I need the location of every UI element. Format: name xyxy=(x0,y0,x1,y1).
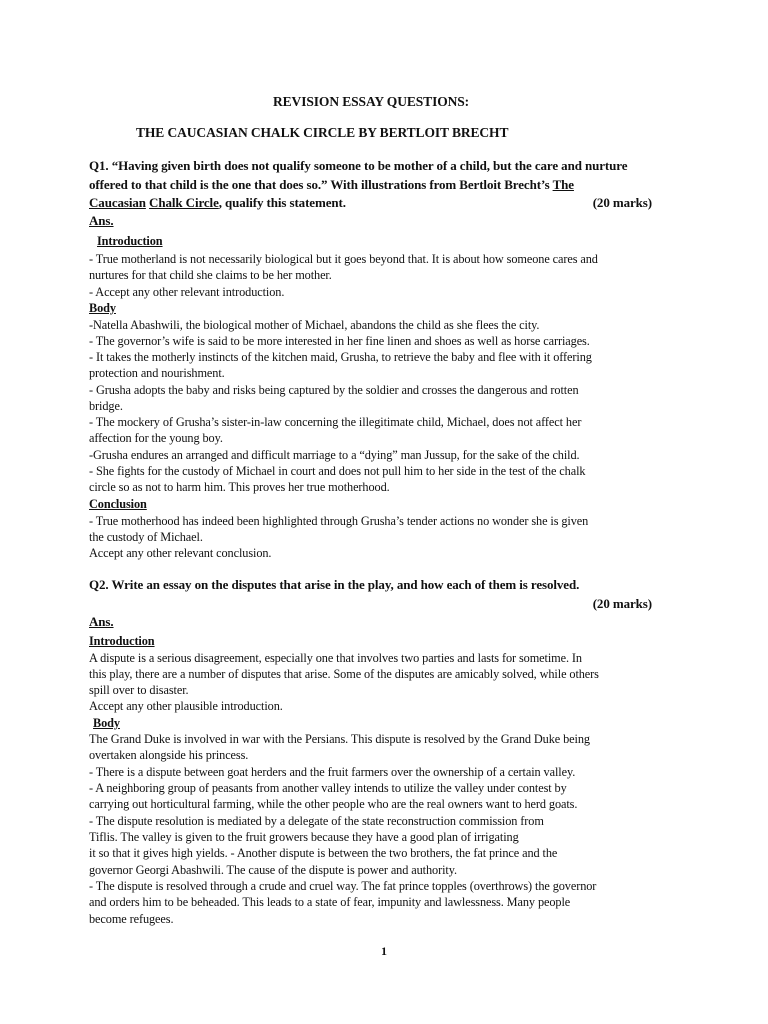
doc-subtitle: THE CAUCASIAN CHALK CIRCLE BY BERTLOIT BRECHT xyxy=(136,125,509,140)
q1-intro-heading: Introduction xyxy=(97,234,163,248)
q2-body-line: - The dispute is resolved through a crude and cruel way. The fat prince topples (overthrows) the governor xyxy=(89,879,597,893)
q2-intro-line: Accept any other plausible introduction. xyxy=(89,699,283,713)
q2-intro-line: spill over to disaster. xyxy=(89,683,189,697)
q2-intro-line: this play, there are a number of disputes that arise. Some of the disputes are amicably solved, while others xyxy=(89,667,599,681)
q1-body-line: - It takes the motherly instincts of the kitchen maid, Grusha, to retrieve the baby and flee with it offering xyxy=(89,350,592,364)
q1-body-line: -Natella Abashwili, the biological mother of Michael, abandons the child as she flees the city. xyxy=(89,318,540,332)
q1-body-line: - The governor’s wife is said to be more interested in her fine linen and shoes as well as horse carriages. xyxy=(89,334,590,348)
q1-intro-line: - True motherland is not necessarily biological but it goes beyond that. It is about how someone cares and xyxy=(89,252,598,266)
q1-intro-line: - Accept any other relevant introduction. xyxy=(89,285,285,299)
q1-conclusion-heading: Conclusion xyxy=(89,497,147,511)
q1-body-line: - The mockery of Grusha’s sister-in-law concerning the illegitimate child, Michael, does not affect her xyxy=(89,415,582,429)
q2-intro-line: A dispute is a serious disagreement, especially one that involves two parties and lasts for sometime. In xyxy=(89,651,582,665)
q1-body-line: affection for the young boy. xyxy=(89,431,223,445)
q2-body-line: The Grand Duke is involved in war with the Persians. This dispute is resolved by the Grand Duke being xyxy=(89,732,590,746)
q2-body-heading: Body xyxy=(93,716,120,730)
q1-title-word-caucasian: Caucasian xyxy=(89,195,146,210)
q2-question-line-1: Q2. Write an essay on the disputes that arise in the play, and how each of them is resolved. xyxy=(89,577,580,592)
q1-title-word-the: The xyxy=(552,177,574,192)
page-number: 1 xyxy=(381,944,387,958)
q1-marks: (20 marks) xyxy=(592,195,652,210)
q1-body-line: -Grusha endures an arranged and difficult marriage to a “dying” man Jussup, for the sake of the child. xyxy=(89,448,580,462)
q1-body-line: protection and nourishment. xyxy=(89,366,225,380)
q2-ans-label: Ans. xyxy=(89,614,114,629)
q2-body-line: governor Georgi Abashwili. The cause of the dispute is power and authority. xyxy=(89,863,457,877)
q2-body-line: - A neighboring group of peasants from another valley intends to utilize the valley under contest by xyxy=(89,781,567,795)
q1-conclusion-line: Accept any other relevant conclusion. xyxy=(89,546,272,560)
q1-body-line: - She fights for the custody of Michael in court and does not pull him to her side in the test of the chalk xyxy=(89,464,586,478)
q2-body-line: carrying out horticultural farming, while the other people who are the real owners want to herd goats. xyxy=(89,797,578,811)
q2-intro-heading: Introduction xyxy=(89,634,155,648)
q1-question-line-3: Caucasian Chalk Circle, qualify this statement. (20 marks) xyxy=(89,195,652,210)
q2-marks: (20 marks) xyxy=(592,596,652,611)
q1-conclusion-line: - True motherhood has indeed been highlighted through Grusha’s tender actions no wonder she is given xyxy=(89,514,589,528)
q2-body-line: - There is a dispute between goat herders and the fruit farmers over the ownership of a certain valley. xyxy=(89,765,576,779)
q1-body-line: circle so as not to harm him. This proves her true motherhood. xyxy=(89,480,390,494)
q1-body-line: bridge. xyxy=(89,399,123,413)
q1-title-chalk-circle: Chalk Circle xyxy=(149,195,219,210)
q1-body-line: - Grusha adopts the baby and risks being captured by the soldier and crosses the dangerous and rotten xyxy=(89,383,579,397)
q2-body-line: it so that it gives high yields. - Another dispute is between the two brothers, the fat prince and the xyxy=(89,846,558,860)
q2-body-line: become refugees. xyxy=(89,912,174,926)
q1-intro-line: nurtures for that child she claims to be her mother. xyxy=(89,268,332,282)
doc-title: REVISION ESSAY QUESTIONS: xyxy=(273,94,470,109)
q1-ans-label: Ans. xyxy=(89,213,114,228)
q1-question-line-1: Q1. “Having given birth does not qualify someone to be mother of a child, but the care and nurture xyxy=(89,158,628,173)
q1-conclusion-line: the custody of Michael. xyxy=(89,530,203,544)
q1-question-line-2: offered to that child is the one that does so.” With illustrations from Bertloit Brecht’s The xyxy=(89,177,574,192)
q1-body-heading: Body xyxy=(89,301,116,315)
q2-body-line: and orders him to be beheaded. This leads to a state of fear, impunity and lawlessness. Many people xyxy=(89,895,571,909)
q2-body-line: overtaken alongside his princess. xyxy=(89,748,249,762)
q2-body-line: - The dispute resolution is mediated by a delegate of the state reconstruction commission from xyxy=(89,814,544,828)
q2-body-line: Tiflis. The valley is given to the fruit growers because they have a good plan of irrigating xyxy=(89,830,519,844)
